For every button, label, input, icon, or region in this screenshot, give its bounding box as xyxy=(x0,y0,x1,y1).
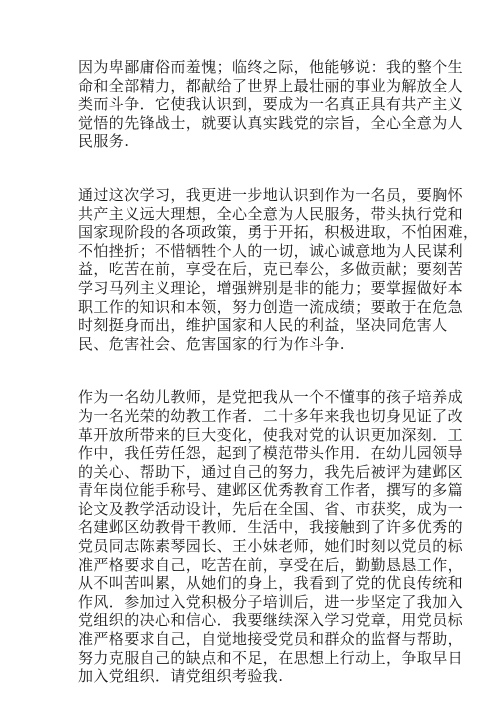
text-line: 为一名光荣的幼教工作者．二十多年来我也切身见证了改 xyxy=(78,406,464,425)
text-line: 益，吃苦在前，享受在后，克已奉公，多做贡献；要刻苦 xyxy=(78,260,464,279)
text-line: 命和全部精力，都献给了世界上最壮丽的事业为解放全人 xyxy=(78,76,464,95)
text-line: 从不叫苦叫累，从她们的身上，我看到了党的优良传统和 xyxy=(78,574,464,593)
paragraph-spacer xyxy=(78,353,422,388)
text-line: 不怕挫折；不惜牺牲个人的一切，诚心诚意地为人民谋利 xyxy=(78,241,464,260)
text-line: 国家现阶段的各项政策，勇于开拓，积极进取，不怕困难， xyxy=(78,223,479,242)
text-line: 类而斗争．它使我认识到，要成为一名真正具有共产主义 xyxy=(78,95,464,114)
text-line: 努力克服自己的缺点和不足，在思想上行动上，争取早日 xyxy=(78,648,464,667)
text-line: 共产主义远大理想，全心全意为人民服务，带头执行党和 xyxy=(78,204,464,223)
text-line: 学习马列主义理论，增强辨别是非的能力；要掌握做好本 xyxy=(78,278,464,297)
text-line: 作为一名幼儿教师，是党把我从一个不懂事的孩子培养成 xyxy=(78,388,464,407)
text-line: 青年岗位能手称号、建邺区优秀教育工作者，撰写的多篇 xyxy=(78,481,464,500)
text-line: 职工作的知识和本领，努力创造一流成绩；要敢于在危急 xyxy=(78,297,464,316)
text-line: 名建邺区幼教骨干教师．生活中，我接触到了许多优秀的 xyxy=(78,518,464,537)
text-line: 论文及教学活动设计，先后在全国、省、市获奖，成为一 xyxy=(78,499,464,518)
text-line: 党组织的决心和信心．我要继续深入学习党章，用党员标 xyxy=(78,611,464,630)
text-line: 准严格要求自己，自觉地接受党员和群众的监督与帮助， xyxy=(78,630,464,649)
text-line: 党员同志陈素琴园长、王小妹老师，她们时刻以党员的标 xyxy=(78,537,464,556)
paragraph-2 xyxy=(78,185,479,353)
text-line: 准严格要求自己，吃苦在前，享受在后，勤勤恳恳工作， xyxy=(78,555,464,574)
text-line: 民服务. xyxy=(78,132,130,151)
paragraph-1 xyxy=(78,58,464,151)
text-line: 的关心、帮助下，通过自己的努力，我先后被评为建邺区 xyxy=(78,462,464,481)
text-line: 革开放所带来的巨大变化，使我对党的认识更加深刻．工 xyxy=(78,425,464,444)
document-body xyxy=(78,58,479,686)
text-line: 民、危害社会、危害国家的行为作斗争. xyxy=(78,334,345,353)
paragraph-spacer xyxy=(78,151,422,186)
text-line: 作风．参加过入党积极分子培训后，进一步坚定了我加入 xyxy=(78,592,464,611)
paragraph-3 xyxy=(78,388,464,686)
text-line: 因为卑鄙庸俗而羞愧；临终之际，他能够说：我的整个生 xyxy=(78,58,464,76)
text-line: 加入党组织．请党组织考验我. xyxy=(78,667,284,686)
text-line: 时刻挺身而出，维护国家和人民的利益，坚决同危害人 xyxy=(78,316,448,335)
text-line: 觉悟的先锋战士，就要认真实践党的宗旨，全心全意为人 xyxy=(78,113,464,132)
text-line: 通过这次学习，我更进一步地认识到作为一名员，要胸怀 xyxy=(78,185,464,204)
text-line: 作中，我任劳任怨，起到了模范带头作用．在幼儿园领导 xyxy=(78,444,464,463)
